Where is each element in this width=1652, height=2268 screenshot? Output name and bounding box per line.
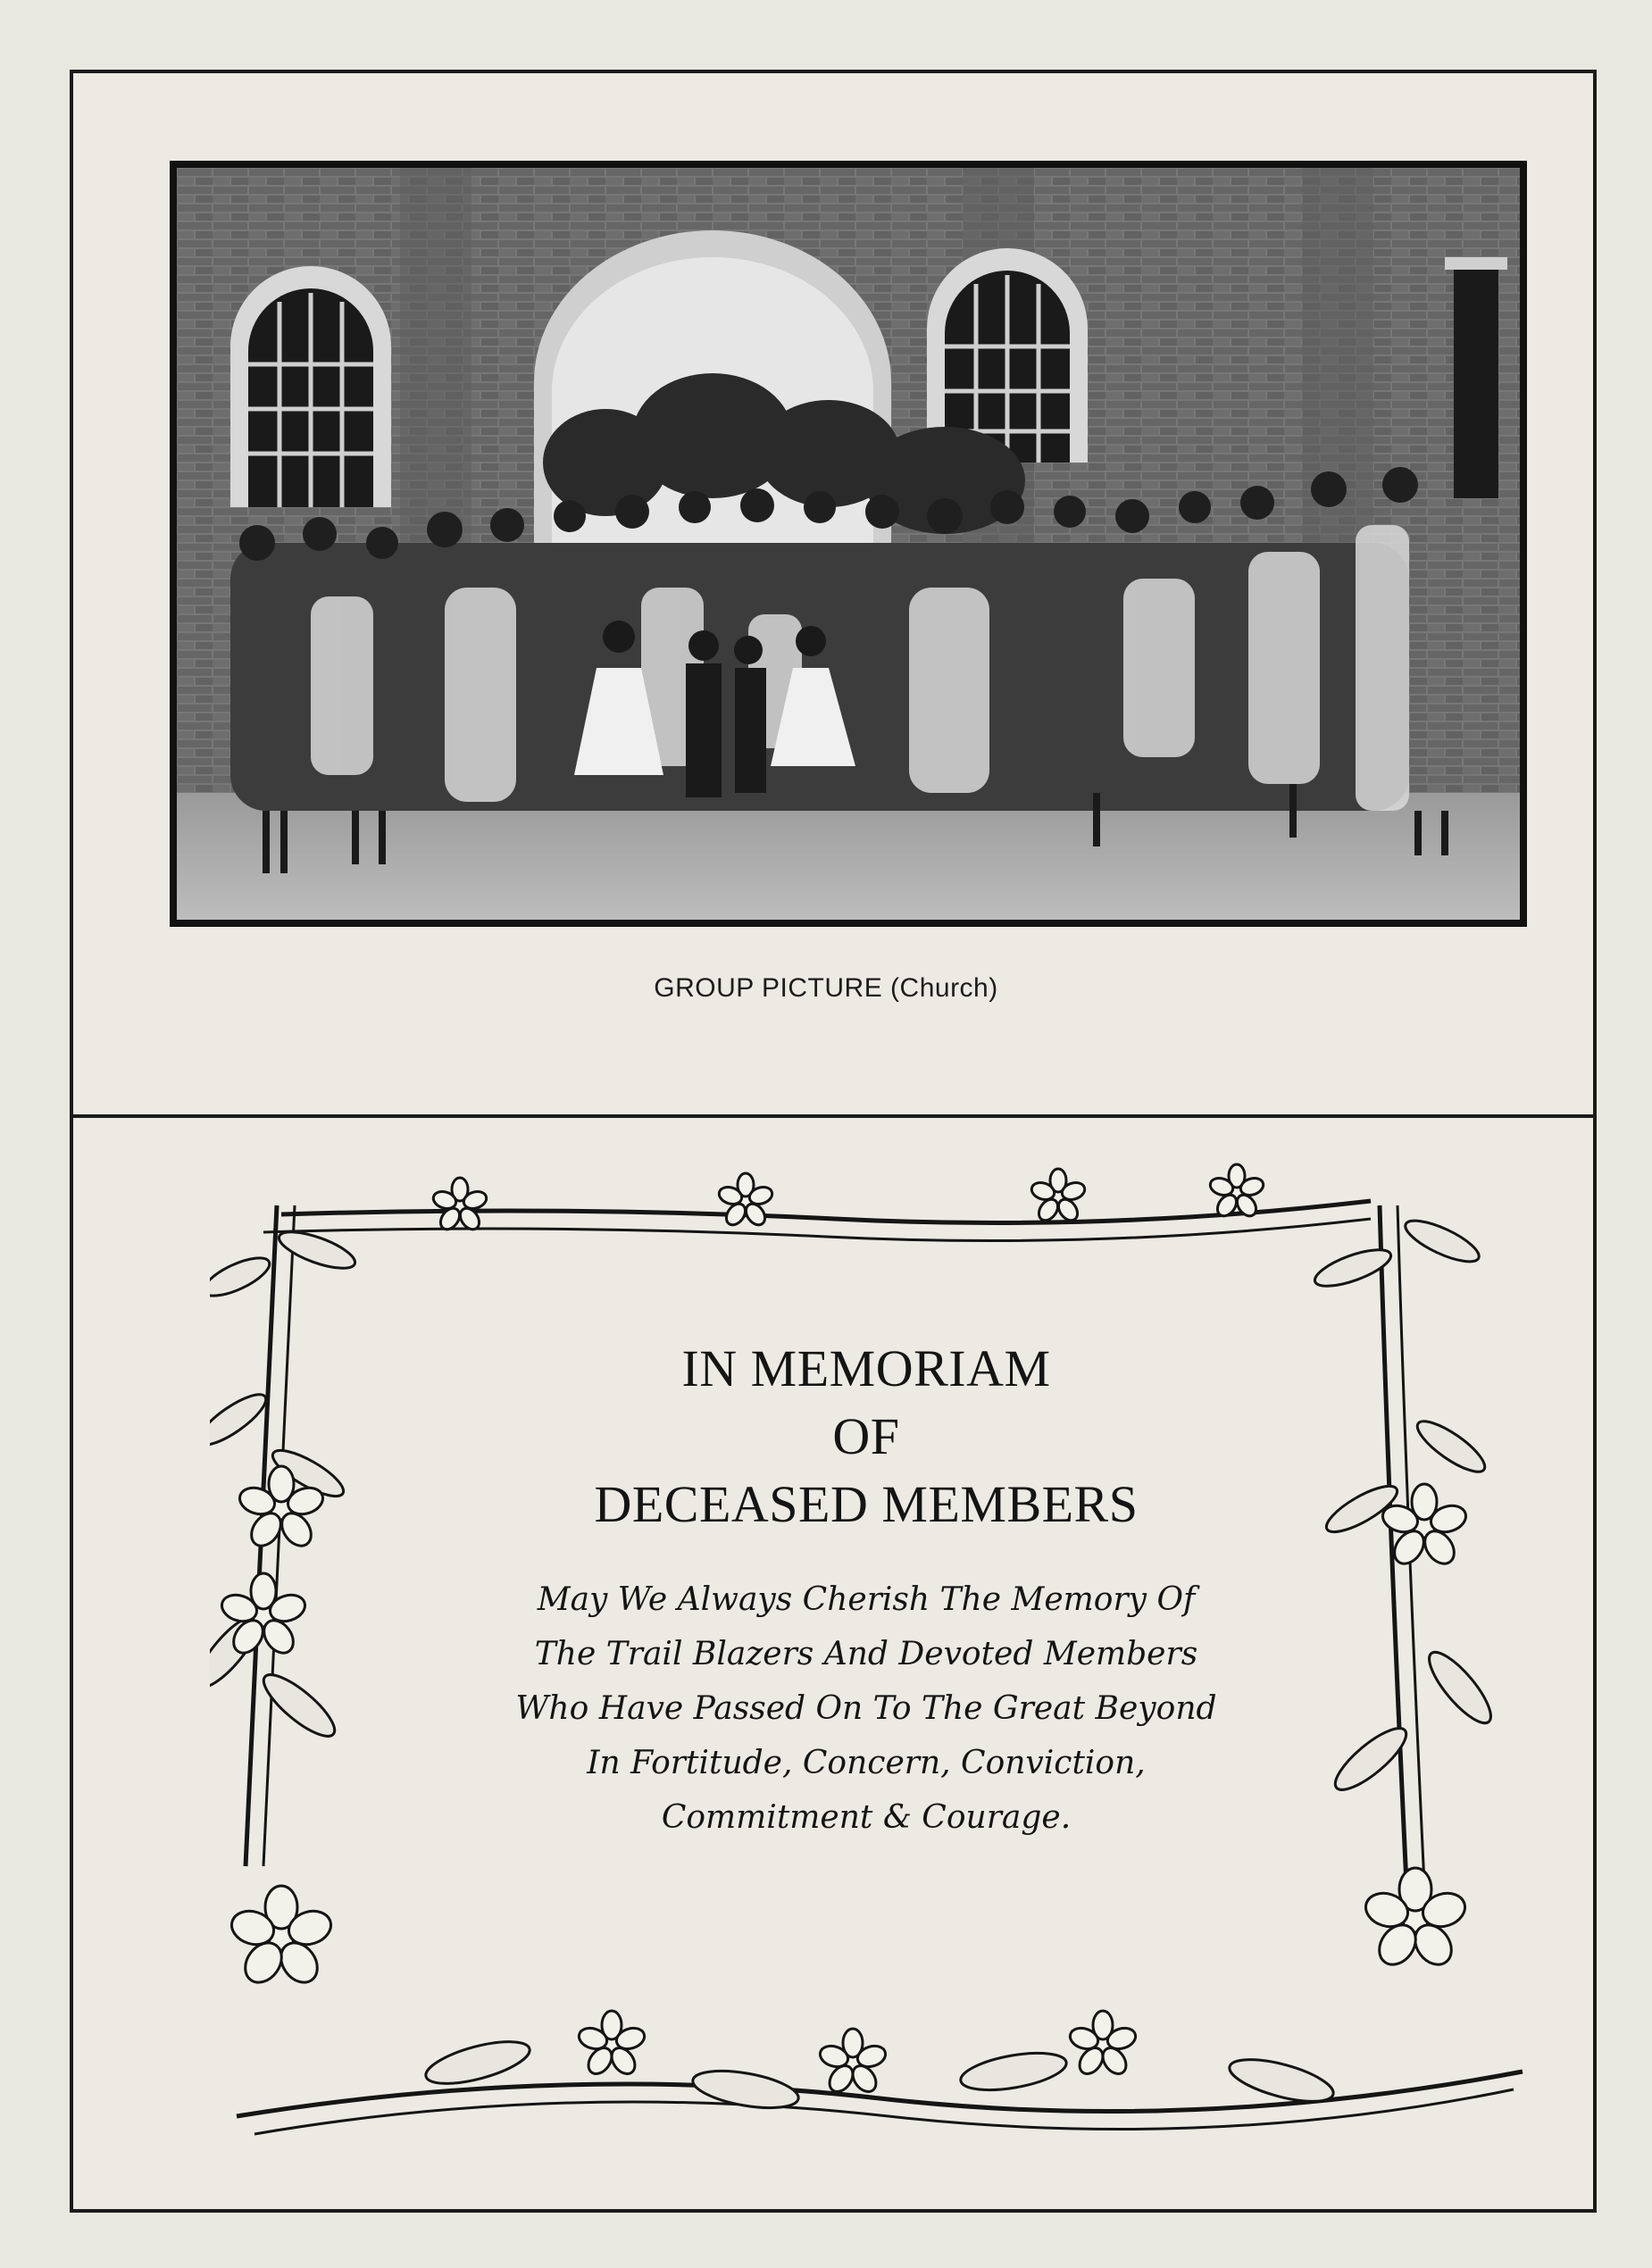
verse-line-4: In Fortitude, Concern, Conviction, [587,1745,1146,1781]
church-group-photo-image [177,168,1520,920]
memoriam-title-line-2: OF [832,1407,900,1465]
memoriam-title-line-1: IN MEMORIAM [681,1339,1051,1397]
memoriam-panel [375,1335,1357,1845]
verse-line-2: The Trail Blazers And Devoted Members [534,1636,1198,1672]
memoriam-title [375,1335,1357,1538]
memoriam-verse [375,1572,1357,1845]
section-divider [70,1114,1597,1118]
verse-line-1: May We Always Cherish The Memory Of [537,1581,1196,1618]
photo-caption: GROUP PICTURE (Church) [654,973,998,1003]
memoriam-title-line-3: DECEASED MEMBERS [594,1475,1139,1533]
group-photo [170,161,1527,927]
verse-line-3: Who Have Passed On To The Great Beyond [515,1690,1217,1727]
verse-line-5: Commitment & Courage. [661,1799,1072,1836]
